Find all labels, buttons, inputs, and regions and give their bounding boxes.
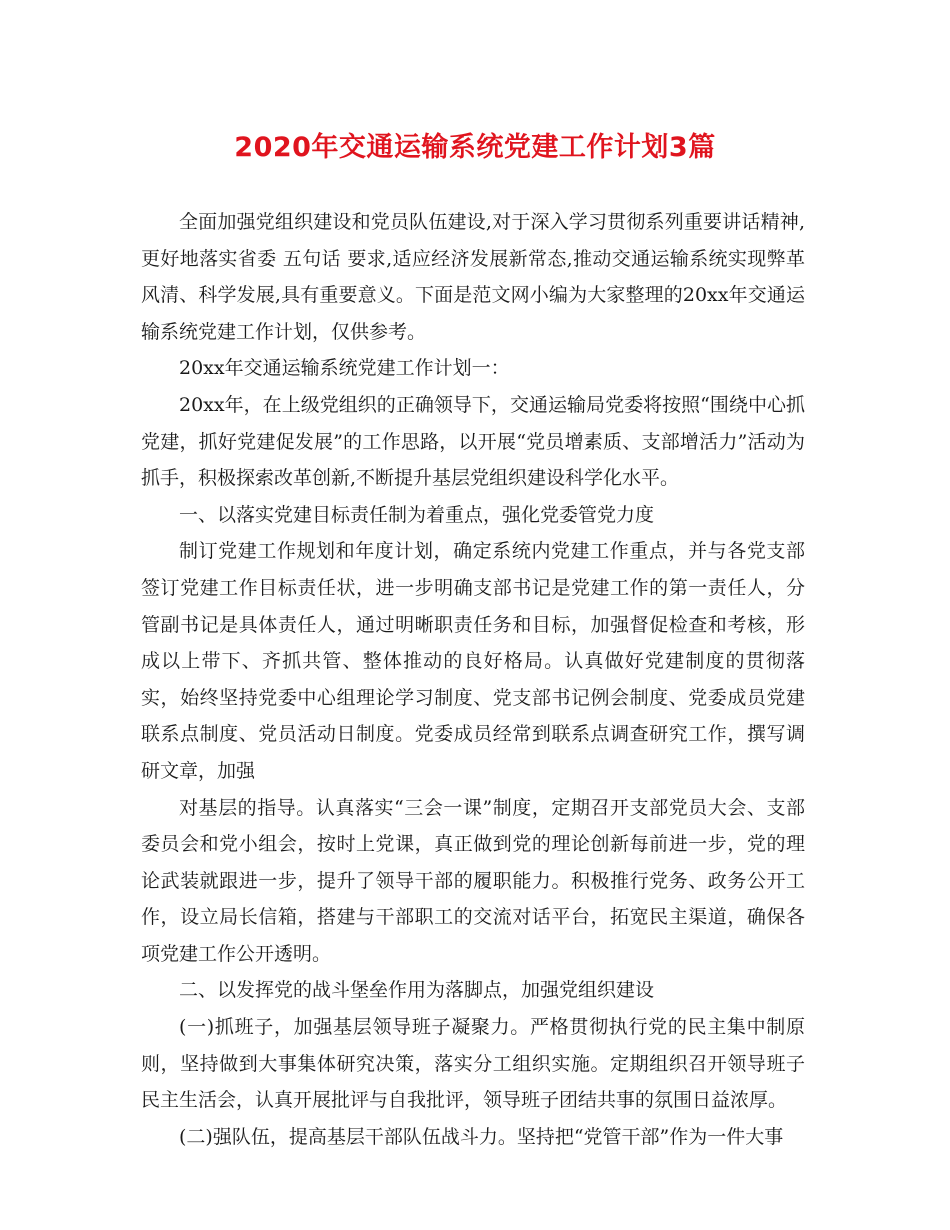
section-heading-1: 一、以落实党建目标责任制为着重点，强化党委管党力度 [179, 503, 655, 526]
paragraph-section-1: 制订党建工作规划和年度计划，确定系统内党建工作重点，并与各党支部签订党建工作目标责任状，进一步明确支部书记是党建工作的第一责任人，分管副书记是具体责任人，通过明晰职责任务和目标，加强督促检查和考核，形成以上带下、齐抓共管、整体推动的良好格局。认真做好党建制度的贯彻落实，始终坚持党委中心组理论学习制度、党支部书记例会制度、党委成员党建联系点制度、党员活动日制度。党委成员经常到联系点调查研究工作，撰写调研文章，加强 [141, 540, 805, 782]
section-heading-2: 二、以发挥党的战斗堡垒作用为落脚点，加强党组织建设 [179, 979, 655, 1002]
paragraph-subsection-1: (一)抓班子，加强基层领导班子凝聚力。严格贯彻执行党的民主集中制原则，坚持做到大事集体研究决策，落实分工组织实施。定期组织召开领导班子民主生活会，认真开展批评与自我批评，领导班子团结共事的氛围日益浓厚。 [141, 1016, 805, 1112]
document-body [141, 204, 805, 1155]
paragraph-section-1-cont: 对基层的指导。认真落实“三会一课”制度，定期召开支部党员大会、支部委员会和党小组会，按时上党课，真正做到党的理论创新每前进一步，党的理论武装就跟进一步，提升了领导干部的履职能力。积极推行党务、政务公开工作，设立局长信箱，搭建与干部职工的交流对话平台，拓宽民主渠道，确保各项党建工作公开透明。 [141, 796, 805, 965]
paragraph-overview: 20xx年，在上级党组织的正确领导下，交通运输局党委将按照“围绕中心抓党建，抓好党建促发展”的工作思路，以开展“党员增素质、支部增活力”活动为抓手，积极探索改革创新,不断提升基层党组织建设科学化水平。 [141, 393, 805, 490]
document-title: 2020年交通运输系统党建工作计划3篇 [234, 132, 716, 163]
paragraph-plan-heading: 20xx年交通运输系统党建工作计划一： [179, 357, 510, 380]
paragraph-intro: 全面加强党组织建设和党员队伍建设,对于深入学习贯彻系列重要讲话精神,更好地落实省委 五句话 要求,适应经济发展新常态,推动交通运输系统实现弊革风清、科学发展,具有重要意义。下面是范文网小编为大家整理的20xx年交通运输系统党建工作计划，仅供参考。 [141, 211, 805, 343]
paragraph-subsection-2: (二)强队伍，提高基层干部队伍战斗力。坚持把“党管干部”作为一件大事 [179, 1125, 784, 1148]
